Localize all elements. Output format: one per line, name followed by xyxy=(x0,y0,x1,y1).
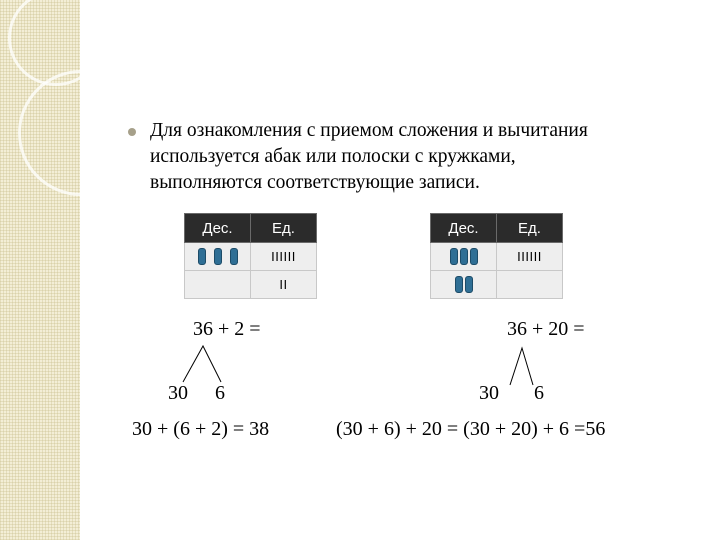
right-result: (30 + 6) + 20 = (30 + 20) + 6 =56 xyxy=(336,418,606,440)
right-expression: 36 + 20 = xyxy=(507,318,585,340)
left-split-line xyxy=(183,346,221,382)
units-cell: IIIIII xyxy=(497,243,563,271)
right-part-units: 6 xyxy=(534,382,544,404)
left-part-units: 6 xyxy=(215,382,225,404)
units-cell: IIIIII xyxy=(251,243,317,271)
intro-line: выполняются соответствующие записи. xyxy=(150,172,480,193)
left-result: 30 + (6 + 2) = 38 xyxy=(132,418,270,440)
units-cell: II xyxy=(251,271,317,299)
right-split-line xyxy=(510,348,533,385)
intro-line: Для ознакомления с приемом сложения и вычитания xyxy=(150,120,588,141)
intro-line: используется абак или полоски с кружками, xyxy=(150,146,516,167)
left-expression: 36 + 2 = xyxy=(193,318,261,340)
units-header: Ед. xyxy=(251,214,317,243)
tens-header: Дес. xyxy=(185,214,251,243)
right-part-tens: 30 xyxy=(479,382,499,404)
units-header: Ед. xyxy=(497,214,563,243)
left-part-tens: 30 xyxy=(168,382,188,404)
tens-header: Дес. xyxy=(431,214,497,243)
